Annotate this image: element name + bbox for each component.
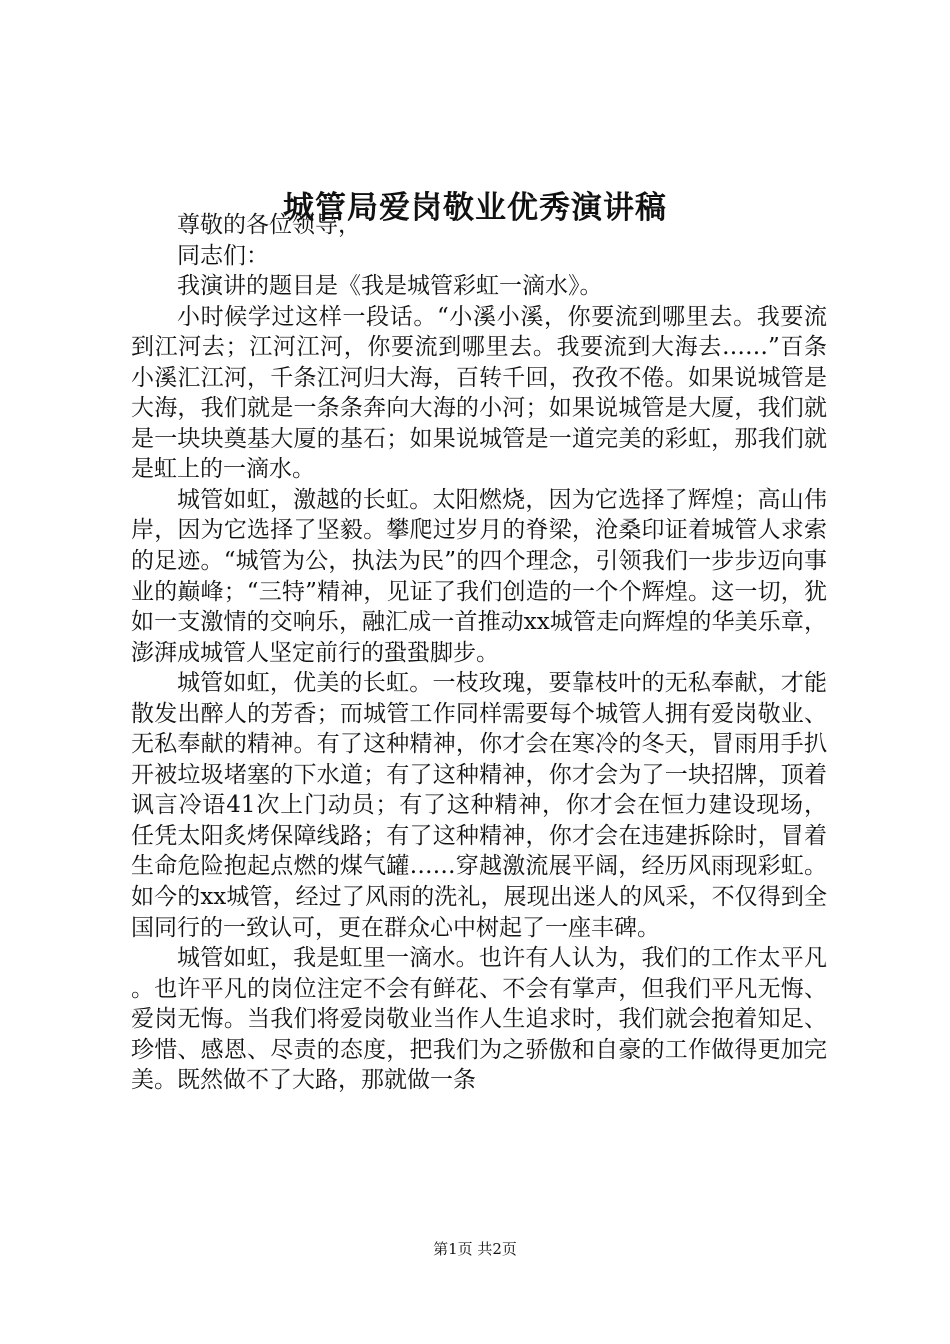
salutation-line: 尊敬的各位领导， bbox=[177, 212, 361, 238]
salutation-line: 同志们： bbox=[177, 242, 269, 269]
document-body bbox=[131, 210, 827, 1096]
page-number-footer: 第1页 共2页 bbox=[433, 1240, 517, 1258]
body-paragraph: 小时候学过这样一段话。“小溪小溪，你要流到哪里去。我要流到江河去；江河江河，你要流到哪里去。我要流到大海去……”百条小溪汇江河，千条江河归大海，百转千回，孜孜不倦。如果说城管是大海，我们就是一条条奔向大海的小河；如果说城管是大厦，我们就是一块块奠基大厦的基石；如果说城管是一道完美的彩虹，那我们就是虹上的一滴水。 bbox=[131, 303, 827, 483]
body-paragraph: 城管如虹，我是虹里一滴水。也许有人认为，我们的工作太平凡。也许平凡的岗位注定不会有鲜花、不会有掌声，但我们平凡无悔、爱岗无悔。当我们将爱岗敬业当作人生追求时，我们就会抱着知足、珍惜、感恩、尽责的态度，把我们为之骄傲和自豪的工作做得更加完美。既然做不了大路，那就做一条 bbox=[131, 945, 827, 1094]
body-paragraph: 城管如虹，优美的长虹。一枝玫瑰，要靠枝叶的无私奉献，才能散发出醉人的芳香；而城管工作同样需要每个城管人拥有爱岗敬业、无私奉献的精神。有了这种精神，你才会在寒冷的冬天，冒雨用手扒开被垃圾堵塞的下水道；有了这种精神，你才会为了一块招牌，顶着讽言冷语41次上门动员；有了这种精神，你才会在恒力建设现场，任凭太阳炙烤保障线路；有了这种精神，你才会在违建拆除时，冒着生命危险抱起点燃的煤气罐……穿越激流展平阔，经历风雨现彩虹。如今的xx城管，经过了风雨的洗礼，展现出迷人的风采，不仅得到全国同行的一致认可，更在群众心中树起了一座丰碑。 bbox=[131, 670, 827, 941]
body-paragraph: 城管如虹，激越的长虹。太阳燃烧，因为它选择了辉煌；高山伟岸，因为它选择了坚毅。攀爬过岁月的脊梁，沧桑印证着城管人求索的足迹。“城管为公，执法为民”的四个理念，引领我们一步步迈向事业的巅峰；“三特”精神，见证了我们创造的一个个辉煌。这一切，犹如一支激情的交响乐，融汇成一首推动xx城管走向辉煌的华美乐章，澎湃成城管人坚定前行的蛩蛩脚步。 bbox=[131, 486, 827, 666]
speech-topic-paragraph: 我演讲的题目是《我是城管彩虹一滴水》。 bbox=[177, 273, 603, 300]
document-title: 城管局爱岗敬业优秀演讲稿 bbox=[283, 190, 667, 226]
